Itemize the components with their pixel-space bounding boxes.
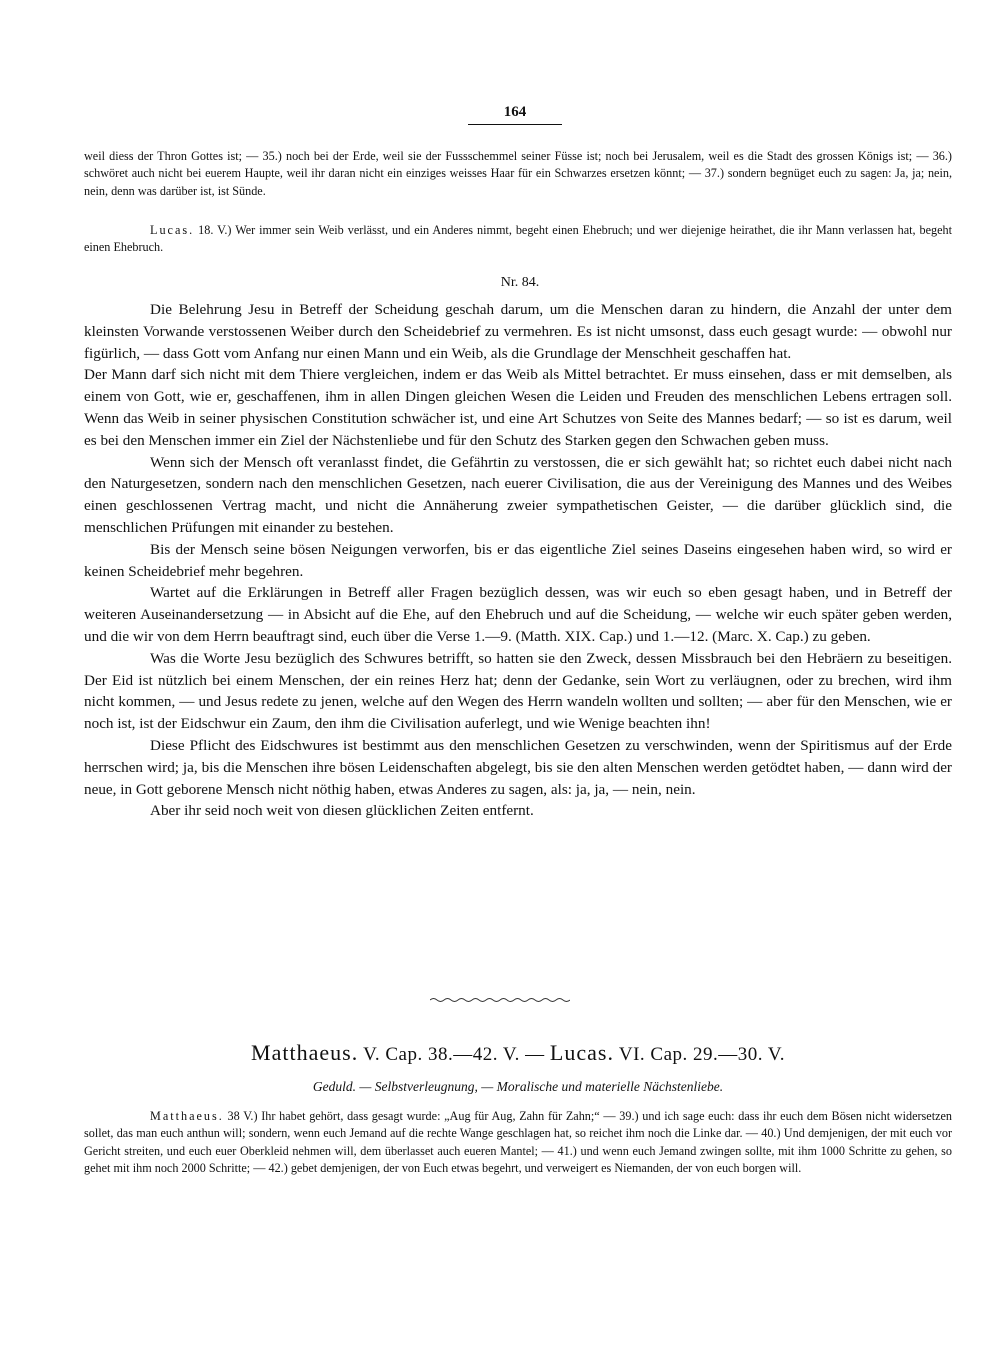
paragraph: Die Belehrung Jesu in Betreff der Scheidung geschah darum, um die Menschen daran zu hindern, die Anzahl der unter dem kleinsten Vorwande verstossenen Weiber durch den Scheidebrief zu vermehren. Es ist nicht umsonst, dass euch gesagt wurde: — obwohl nur figürlich, — dass Gott vom Anfang nur einen Mann und ein Weib, als die Grundlage der Menschheit geschaffen hat. bbox=[84, 301, 952, 362]
heading-matthaeus-ref: V. Cap. 38.—42. V. — bbox=[358, 1044, 550, 1065]
chapter-subtitle: Geduld. — Selbstverleugnung, — Moralische und materielle Nächstenliebe. bbox=[312, 1079, 724, 1094]
paragraph: Was die Worte Jesu bezüglich des Schwures betrifft, so hatten sie den Zweck, dessen Missbrauch bei den Hebräern zu beseitigen. Der Eid ist nützlich bei einem Menschen, der ein reines Herz hat; denn der Gedanke, sein Wort zu verläugnen, oder zu brechen, wird ihm nicht kommen, — und Jesus redete zu jenen, welche auf den Wegen des Herrn wandeln wollten und sollten; — aber für den Menschen, wie er noch ist, ist der Eidschwur ein Zaum, den ihm die Civilisation auferlegt, und wie Wenige beachten ihn! bbox=[84, 649, 952, 733]
paragraph: Wartet auf die Erklärungen in Betreff aller Fragen bezüglich dessen, was wir euch so eben gesagt haben, und in Betreff der weiteren Auseinandersetzung — in Absicht auf die Ehe, auf den Ehebruch und auf die Scheidung, — welche wir euch später geben werden, und die wir von dem Herrn beauftragt sind, euch über die Verse 1.—9. (Matth. XIX. Cap.) und 1.—12. (Marc. X. Cap.) zu geben. bbox=[84, 584, 952, 645]
paragraph: Der Mann darf sich nicht mit dem Thiere vergleichen, indem er das Weib als Mittel betrachtet. Er muss einsehen, dass er mit demselben, als einem von Gott, wie er, geschaffenen, ihm in allen Dingen gleichen Wesen die Leiden und Freuden des menschlichen Lebens ertragen soll. Wenn das Weib in seiner physischen Constitution schwächer ist, und eine Art Schutzes von Seite des Mannes bedarf; — so ist es darum, weil es bei den Menschen immer ein Ziel der Nächstenliebe und für den Schutz des Starken gegen den Schwachen geben muss. bbox=[84, 366, 952, 449]
heading-lucas: Lucas. bbox=[549, 1040, 614, 1065]
lucas-verse-text: 18. V.) Wer immer sein Weib verlässt, und ein Anderes nimmt, begeht einen Ehebruch; und wer diejenige heirathet, die ihr Mann verlassen hat, begeht einen Ehebruch. bbox=[84, 223, 952, 255]
paragraph: Diese Pflicht des Eidschwures ist bestimmt aus den menschlichen Gesetzen zu verschwinden, wenn der Spiritismus auf der Erde herrschen wird; ja, bis die Menschen ihre bösen Leidenschaften abgelegt, bis sie den alten Menschen werden getödtet haben, — dann wird der neue, in Gott geborene Mensch nicht nöthig haben, etwas Anderes zu sagen, als: ja, ja, — nein, nein. bbox=[84, 736, 952, 798]
commentary-text bbox=[84, 299, 952, 822]
chapter-heading bbox=[84, 1040, 952, 1066]
continued-verses: weil diess der Thron Gottes ist; — 35.) noch bei der Erde, weil sie der Fussschemmel seiner Füsse ist; noch bei Jerusalem, weil es die Stadt des grossen Königs ist; — 36.) schwöret auch nicht bei euerem Haupte, weil ihr daran nicht ein einziges weisses Haar für ein Schwarzes ersetzen könnt; — 37.) sondern begnüget euch zu sagen: Ja, ja; nein, nein, denn was darüber ist, ist Sünde. bbox=[84, 149, 952, 198]
decorative-rule-ornament bbox=[430, 996, 570, 1004]
paragraph: Bis der Mensch seine bösen Neigungen verworfen, bis er das eigentliche Ziel seines Daseins eingesehen haben wird, so wird er keinen Scheidebrief mehr begehren. bbox=[84, 540, 952, 580]
matthaeus-verses bbox=[84, 1108, 952, 1178]
lucas-verse bbox=[84, 222, 952, 257]
section-number: Nr. 84. bbox=[500, 275, 540, 290]
heading-lucas-ref: VI. Cap. 29.—30. V. bbox=[613, 1044, 785, 1065]
lucas-verse-name: Lucas. bbox=[150, 223, 195, 237]
page-number: 164 bbox=[503, 104, 527, 120]
matthaeus-verses-name: Matthaeus. bbox=[150, 1109, 224, 1123]
matthaeus-verses-text: 38 V.) Ihr habet gehört, dass gesagt wurde: „Aug für Aug, Zahn für Zahn;“ — 39.) und ich sage euch: dass ihr euch dem Bösen nicht widersetzen sollet, das man euch anthun will; sondern, wenn euch Jemand auf die rechte Wange geschlagen hat, so reichet ihm noch die Linke dar. — 40.) Und demjenigen, der mit euch vor Gericht streiten, und euch euer Oberkleid nehmen will, dem überlasset auch eueren Mantel; — 41.) und wenn euch Jemand zwingen sollte, mit ihm 1000 Schritte zu gehen, so gehet mit ihm noch 2000 Schritte; — 42.) gebet demjenigen, der von Euch etwas begehrt, und verweigert es Niemanden, der von euch borgen will. bbox=[84, 1109, 952, 1176]
heading-matthaeus: Matthaeus. bbox=[251, 1040, 359, 1065]
paragraph: Wenn sich der Mensch oft veranlasst findet, die Gefährtin zu verstossen, die er sich gewählt hat; so richtet euch dabei nicht nach den Naturgesetzen, sondern nach den menschlichen Gesetzen, nach euerer Civilisation, die aus der Vereinigung des Mannes und des Weibes einen geschlossenen Vertrag macht, und nicht die Annäherung zweier sympathetischen Geister, — die darüber glücklich sind, die menschlichen Prüfungen mit einander zu bestehen. bbox=[84, 453, 952, 536]
page-number-rule bbox=[468, 124, 562, 125]
paragraph: Aber ihr seid noch weit von diesen glücklichen Zeiten entfernt. bbox=[150, 802, 534, 820]
